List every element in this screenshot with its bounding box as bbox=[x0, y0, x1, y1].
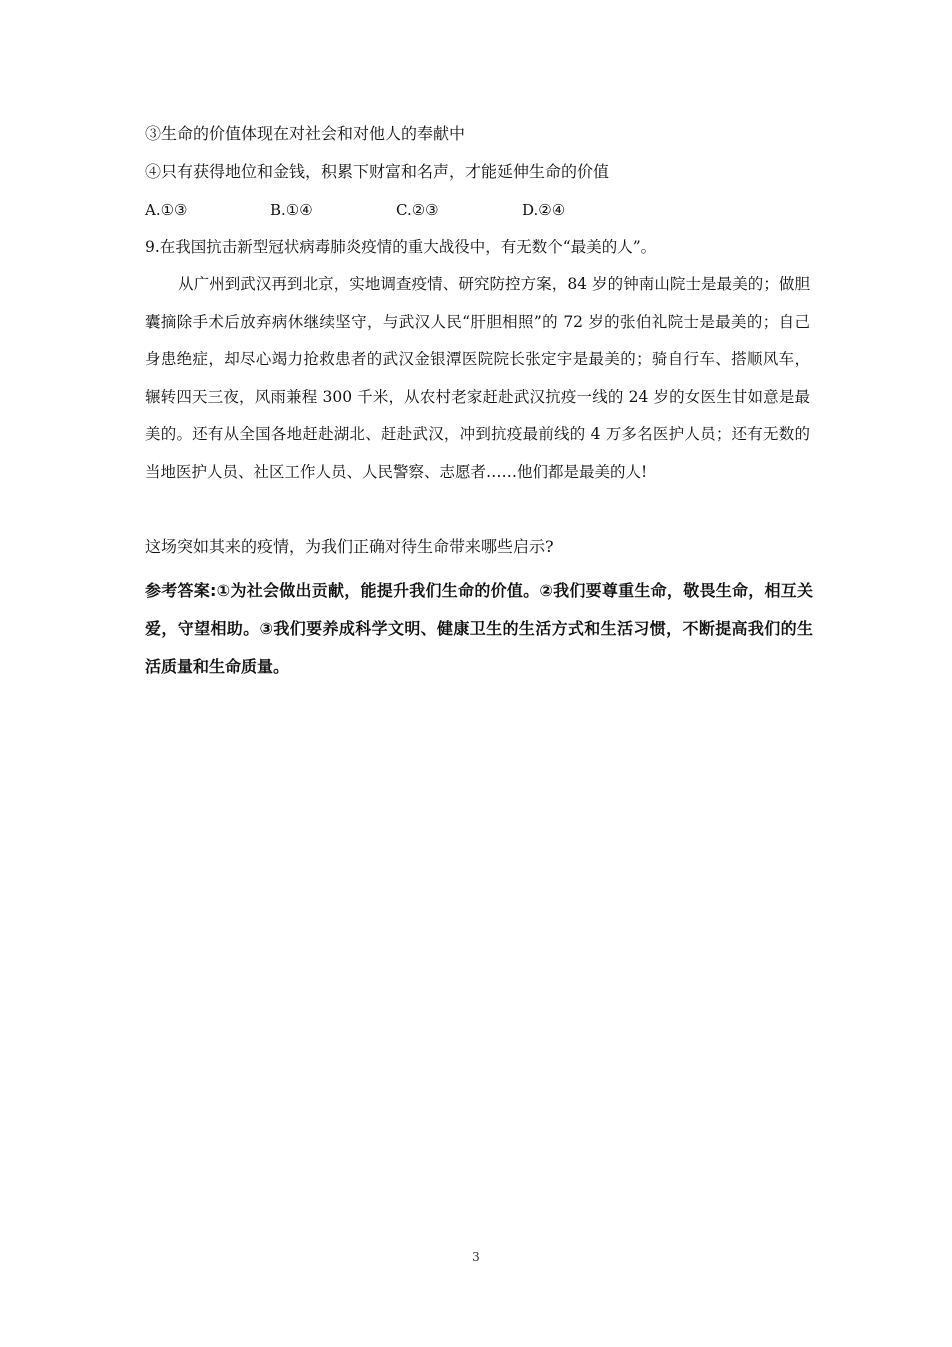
statement-3: ③生命的价值体现在对社会和对他人的奉献中 bbox=[145, 124, 466, 143]
question-9-stem: 9.在我国抗击新型冠状病毒肺炎疫情的重大战役中，有无数个“最美的人”。 bbox=[145, 238, 657, 256]
statement-4: ④只有获得地位和金钱，积累下财富和名声，才能延伸生命的价值 bbox=[145, 162, 610, 181]
reference-answer-text: ①为社会做出贡献，能提升我们生命的价值。②我们要尊重生命，敬畏生命，相互关爱，守望相助。③我们要养成科学文明、健康卫生的生活方式和生活习惯，不断提高我们的生活质量和生命质量。 bbox=[145, 581, 813, 676]
option-a: A.①③ bbox=[145, 201, 188, 219]
question-9-prompt: 这场突如其来的疫情，为我们正确对待生命带来哪些启示? bbox=[145, 537, 554, 556]
page-number: 3 bbox=[472, 1250, 480, 1264]
reference-answer-label: 参考答案: bbox=[145, 581, 217, 600]
question-9-material: 从广州到武汉再到北京，实地调查疫情、研究防控方案，84 岁的钟南山院士是最美的；做胆囊摘除手术后放弃病休继续坚守，与武汉人民“肝胆相照”的 72 岁的张伯礼院士是最美的；自己身患绝症，却尽心竭力抢救患者的武汉金银潭医院院长张定宇是最美的；骑自行车、搭顺风车，辗转四天三夜，风雨兼程 300 千米，从农村老家赶赴武汉抗疫一线的 24 岁的女医生甘如意是最美的。还有从全国各地赶赴湖北、赶赴武汉，冲到抗疫最前线的 4 万多名医护人员；还有无数的当地医护人员、社区工作人员、人民警察、志愿者……他们都是最美的人! bbox=[145, 275, 810, 481]
option-d: D.②④ bbox=[522, 201, 566, 219]
reference-answer bbox=[145, 572, 813, 686]
option-c: C.②③ bbox=[396, 201, 439, 219]
option-b: B.①④ bbox=[270, 201, 313, 219]
